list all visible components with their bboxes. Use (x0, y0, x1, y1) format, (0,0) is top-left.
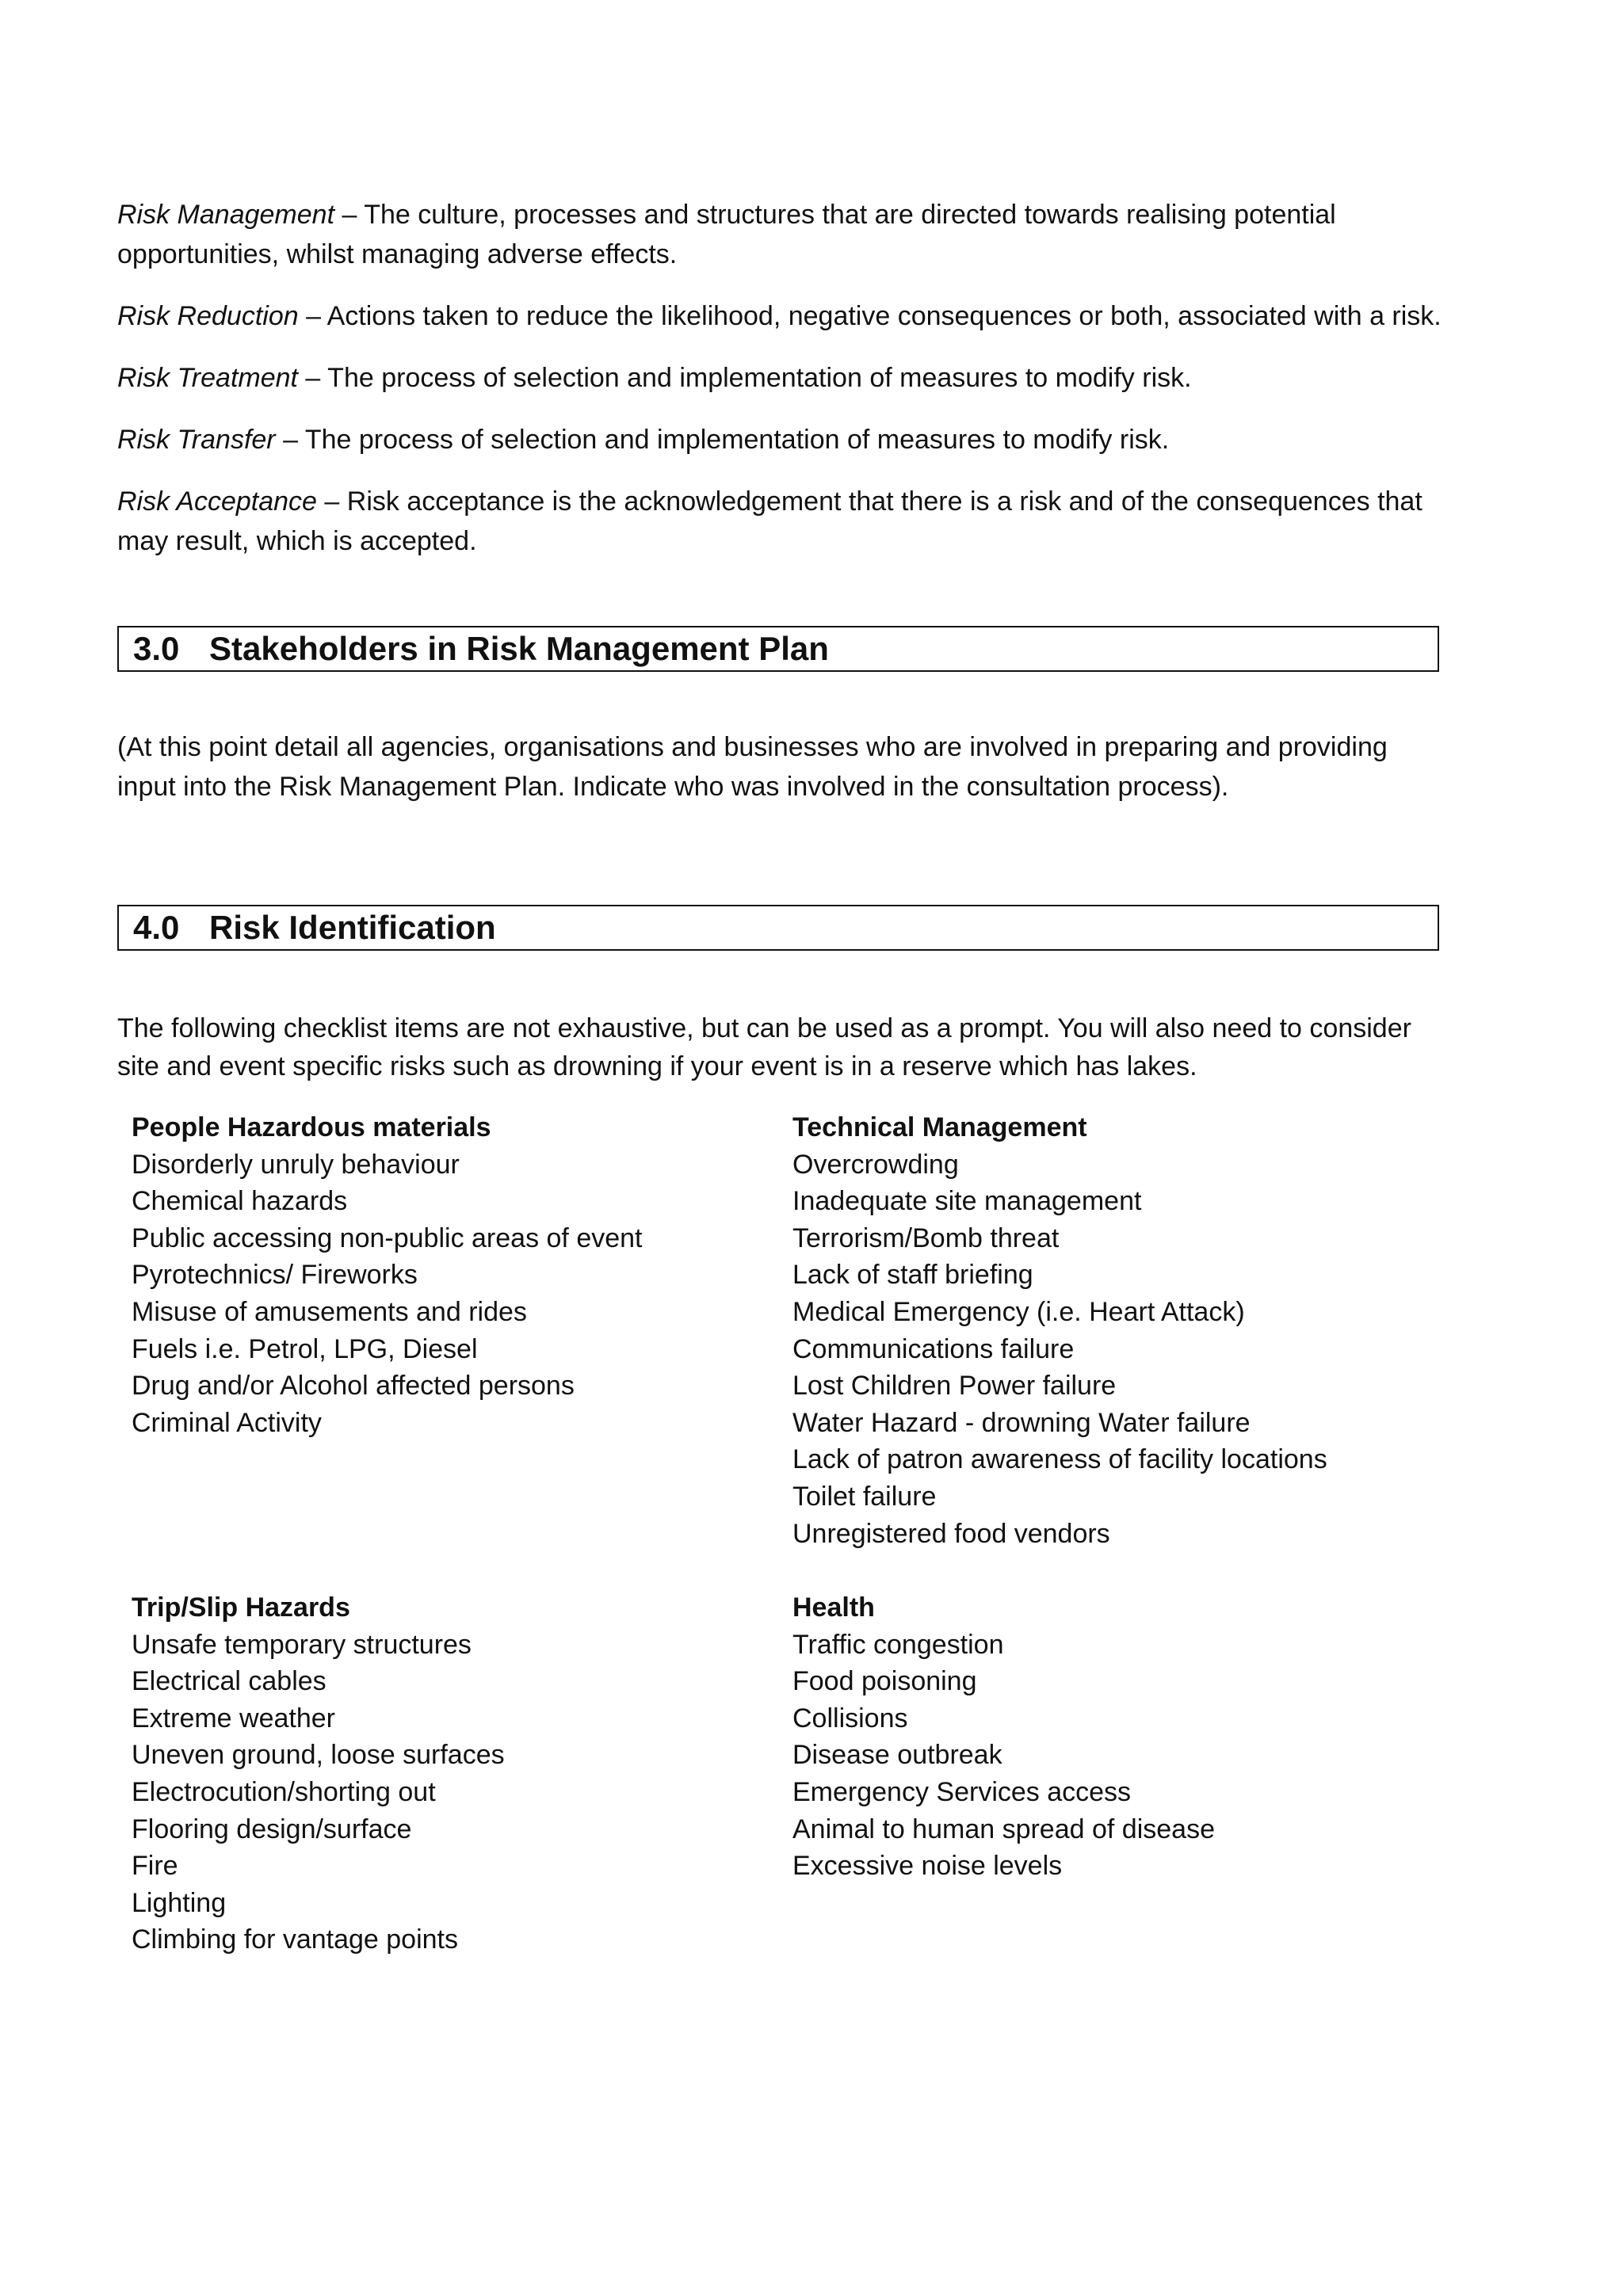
list-item: Flooring design/surface (132, 1814, 412, 1844)
list-item: Lighting (132, 1887, 227, 1918)
definition-risk-treatment (117, 358, 1449, 398)
list-item: Lost Children Power failure (792, 1371, 1117, 1402)
group-people-hazardous-materials (132, 1109, 781, 1441)
definition-term: Risk Reduction (117, 301, 299, 331)
list-item: Chemical hazards (132, 1186, 348, 1217)
list-item: Communications failure (792, 1333, 1075, 1364)
definition-term: Risk Management (117, 200, 335, 230)
list-item: Lack of patron awareness of facility locations (792, 1444, 1327, 1475)
list-item: Disorderly unruly behaviour (132, 1149, 460, 1180)
section-3-body: (At this point detail all agencies, organisations and businesses who are involved in preparing and providing input into the Risk Management Plan. Indicate who was involved in the consultation process). (117, 732, 1388, 802)
list-item: Climbing for vantage points (132, 1924, 459, 1955)
list-item: Fuels i.e. Petrol, LPG, Diesel (132, 1333, 478, 1364)
definition-text: – The process of selection and implementation of measures to modify risk. (275, 425, 1170, 455)
section-number: 4.0 (133, 909, 180, 946)
definition-text: – Actions taken to reduce the likelihood, negative consequences or both, associated with a risk. (298, 301, 1442, 331)
list-item: Pyrotechnics/ Fireworks (132, 1260, 418, 1291)
list-item: Public accessing non-public areas of event (132, 1222, 643, 1253)
group-heading: Technical Management (792, 1112, 1087, 1142)
definition-risk-transfer (117, 420, 1449, 460)
group-heading: People Hazardous materials (132, 1112, 491, 1142)
checklist-block-2 (132, 1589, 1449, 1962)
list-item: Electrocution/shorting out (132, 1776, 436, 1807)
list-item: Medical Emergency (i.e. Heart Attack) (792, 1296, 1245, 1327)
list-item: Animal to human spread of disease (792, 1814, 1215, 1844)
list-item: Drug and/or Alcohol affected persons (132, 1371, 575, 1402)
checklist-block-1 (132, 1109, 1449, 1589)
list-item: Unregistered food vendors (792, 1518, 1110, 1549)
definition-term: Risk Acceptance (117, 486, 317, 517)
section-4-heading (117, 905, 1439, 951)
list-item: Lack of staff briefing (792, 1260, 1033, 1291)
definition-risk-management (117, 195, 1449, 274)
list-item: Water Hazard - drowning Water failure (792, 1407, 1251, 1438)
list-item: Misuse of amusements and rides (132, 1296, 527, 1327)
definition-risk-reduction (117, 296, 1449, 336)
definition-text: – Risk acceptance is the acknowledgement that there is a risk and of the consequences that may result, which is accepted. (117, 486, 1423, 556)
list-item: Criminal Activity (132, 1407, 322, 1438)
group-heading: Trip/Slip Hazards (132, 1592, 350, 1623)
section-number: 3.0 (133, 630, 180, 667)
list-item: Excessive noise levels (792, 1851, 1063, 1882)
section-4-intro: The following checklist items are not exhaustive, but can be used as a prompt. You will also need to consider site and event specific risks such as drowning if your event is in a reserve which has lakes. (117, 1013, 1411, 1081)
definition-text: – The process of selection and implementation of measures to modify risk. (297, 363, 1192, 393)
page-content (117, 195, 1449, 1962)
section-title: Stakeholders in Risk Management Plan (209, 630, 829, 667)
list-item: Fire (132, 1851, 178, 1882)
definition-term: Risk Treatment (117, 363, 298, 393)
list-item: Extreme weather (132, 1703, 335, 1733)
list-item: Electrical cables (132, 1666, 327, 1697)
list-item: Food poisoning (792, 1666, 977, 1697)
group-health (792, 1589, 1442, 1885)
definition-term: Risk Transfer (117, 425, 276, 455)
list-item: Inadequate site management (792, 1186, 1142, 1217)
group-technical-management (792, 1109, 1442, 1552)
list-item: Unsafe temporary structures (132, 1629, 472, 1660)
list-item: Overcrowding (792, 1149, 959, 1180)
list-item: Toilet failure (792, 1481, 937, 1512)
definition-risk-acceptance (117, 482, 1449, 561)
section-title: Risk Identification (209, 909, 496, 946)
list-item: Terrorism/Bomb threat (792, 1222, 1060, 1253)
list-item: Collisions (792, 1703, 908, 1733)
section-3-heading (117, 626, 1439, 672)
list-item: Emergency Services access (792, 1776, 1132, 1807)
list-item: Traffic congestion (792, 1629, 1004, 1660)
group-heading: Health (792, 1592, 875, 1623)
list-item: Uneven ground, loose surfaces (132, 1740, 505, 1771)
definition-text: – The culture, processes and structures that are directed towards realising potential opportunities, whilst managing adverse effects. (117, 200, 1336, 269)
list-item: Disease outbreak (792, 1740, 1002, 1771)
group-trip-slip-hazards (132, 1589, 781, 1958)
